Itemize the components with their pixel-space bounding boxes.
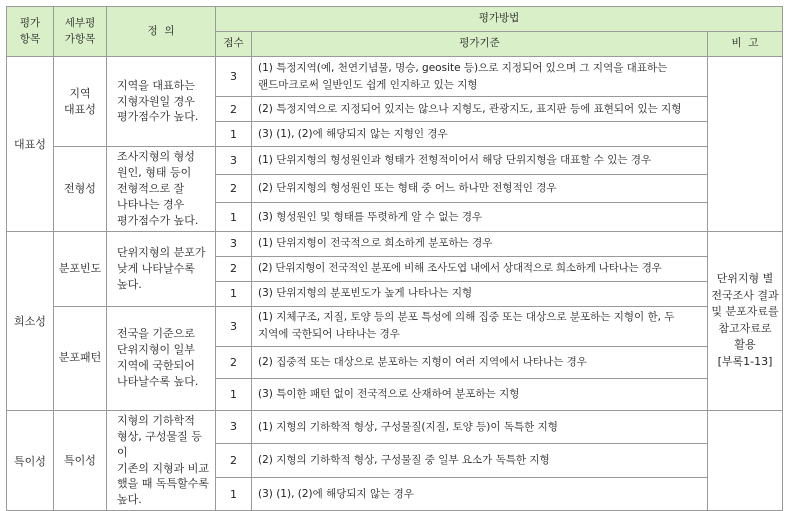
criteria-cell: (3) (1), (2)에 해당되지 않는 지형인 경우 xyxy=(252,122,708,147)
score-cell: 2 xyxy=(216,256,252,281)
subcategory-cell: 특이성 xyxy=(54,410,107,511)
criteria-cell: (2) 지형의 기하학적 형상, 구성물질 중 일부 요소가 독특한 지형 xyxy=(252,444,708,478)
score-cell: 2 xyxy=(216,175,252,203)
criteria-cell: (1) 단위지형의 형성원인과 형태가 전형적이어서 해당 단위지형을 대표할 수 있는 경우 xyxy=(252,147,708,175)
definition-cell: 지역을 대표하는 지형자원일 경우 평가점수가 높다. xyxy=(107,57,216,147)
header-score: 점수 xyxy=(216,32,252,57)
criteria-cell: (2) 단위지형의 형성원인 또는 형태 중 어느 하나만 전형적인 경우 xyxy=(252,175,708,203)
criteria-cell: (1) 지형의 기하학적 형상, 구성물질(지질, 토양 등)이 독특한 지형 xyxy=(252,410,708,444)
definition-cell: 조사지형의 형성 원인, 형태 등이 전형적으로 잘 나타나는 경우 평가점수가 높다. xyxy=(107,147,216,232)
note-cell: 단위지형 별 전국조사 결과 및 분포자료를 참고자료로 활용 [부록1-13] xyxy=(708,231,783,410)
score-cell: 1 xyxy=(216,477,252,511)
score-cell: 2 xyxy=(216,97,252,122)
criteria-cell: (2) 특정지역으로 지정되어 있지는 않으나 지형도, 관광지도, 표지판 등에 표현되어 있는 지형 xyxy=(252,97,708,122)
criteria-cell: (2) 집중적 또는 대상으로 분포하는 지형이 여러 지역에서 나타나는 경우 xyxy=(252,346,708,378)
score-cell: 3 xyxy=(216,57,252,97)
header-definition: 정 의 xyxy=(107,7,216,57)
score-cell: 1 xyxy=(216,203,252,231)
criteria-cell: (1) 단위지형이 전국적으로 희소하게 분포하는 경우 xyxy=(252,231,708,256)
subcategory-cell: 지역 대표성 xyxy=(54,57,107,147)
header-method: 평가방법 xyxy=(216,7,783,32)
criteria-cell: (2) 단위지형이 전국적인 분포에 비해 조사도엽 내에서 상대적으로 희소하게 나타나는 경우 xyxy=(252,256,708,281)
category-cell: 대표성 xyxy=(7,57,54,232)
score-cell: 1 xyxy=(216,122,252,147)
category-cell: 특이성 xyxy=(7,410,54,511)
score-cell: 1 xyxy=(216,378,252,410)
score-cell: 2 xyxy=(216,346,252,378)
score-cell: 3 xyxy=(216,410,252,444)
criteria-cell: (1) 특정지역(예, 천연기념물, 명승, geosite 등)으로 지정되어 있으며 그 지역을 대표하는 랜드마크로써 일반인도 쉽게 인지하고 있는 지형 xyxy=(252,57,708,97)
header-note: 비 고 xyxy=(708,32,783,57)
note-cell-empty xyxy=(708,410,783,511)
header-category: 평가 항목 xyxy=(7,7,54,57)
definition-cell: 전국을 기준으로 단위지형이 일부 지역에 국한되어 나타날수록 높다. xyxy=(107,306,216,410)
subcategory-cell: 분포패턴 xyxy=(54,306,107,410)
criteria-cell: (3) 형성원인 및 형태를 뚜렷하게 알 수 없는 경우 xyxy=(252,203,708,231)
definition-cell: 지형의 기하학적 형상, 구성물질 등이 기존의 지형과 비교 했을 때 독특할수록 높다. xyxy=(107,410,216,511)
subcategory-cell: 분포빈도 xyxy=(54,231,107,306)
note-cell-empty xyxy=(708,57,783,232)
category-cell: 희소성 xyxy=(7,231,54,410)
score-cell: 3 xyxy=(216,306,252,346)
score-cell: 1 xyxy=(216,281,252,306)
evaluation-table xyxy=(6,6,783,511)
criteria-cell: (3) 특이한 패턴 없이 전국적으로 산재하여 분포하는 지형 xyxy=(252,378,708,410)
criteria-cell: (3) 단위지형의 분포빈도가 높게 나타나는 지형 xyxy=(252,281,708,306)
criteria-cell: (1) 지체구조, 지질, 토양 등의 분포 특성에 의해 집중 또는 대상으로 분포하는 지형이 한, 두 지역에 국한되어 나타나는 경우 xyxy=(252,306,708,346)
subcategory-cell: 전형성 xyxy=(54,147,107,232)
criteria-cell: (3) (1), (2)에 해당되지 않는 경우 xyxy=(252,477,708,511)
score-cell: 3 xyxy=(216,147,252,175)
score-cell: 3 xyxy=(216,231,252,256)
header-criteria: 평가기준 xyxy=(252,32,708,57)
score-cell: 2 xyxy=(216,444,252,478)
definition-cell: 단위지형의 분포가 낮게 나타날수록 높다. xyxy=(107,231,216,306)
header-subcategory: 세부평 가항목 xyxy=(54,7,107,57)
